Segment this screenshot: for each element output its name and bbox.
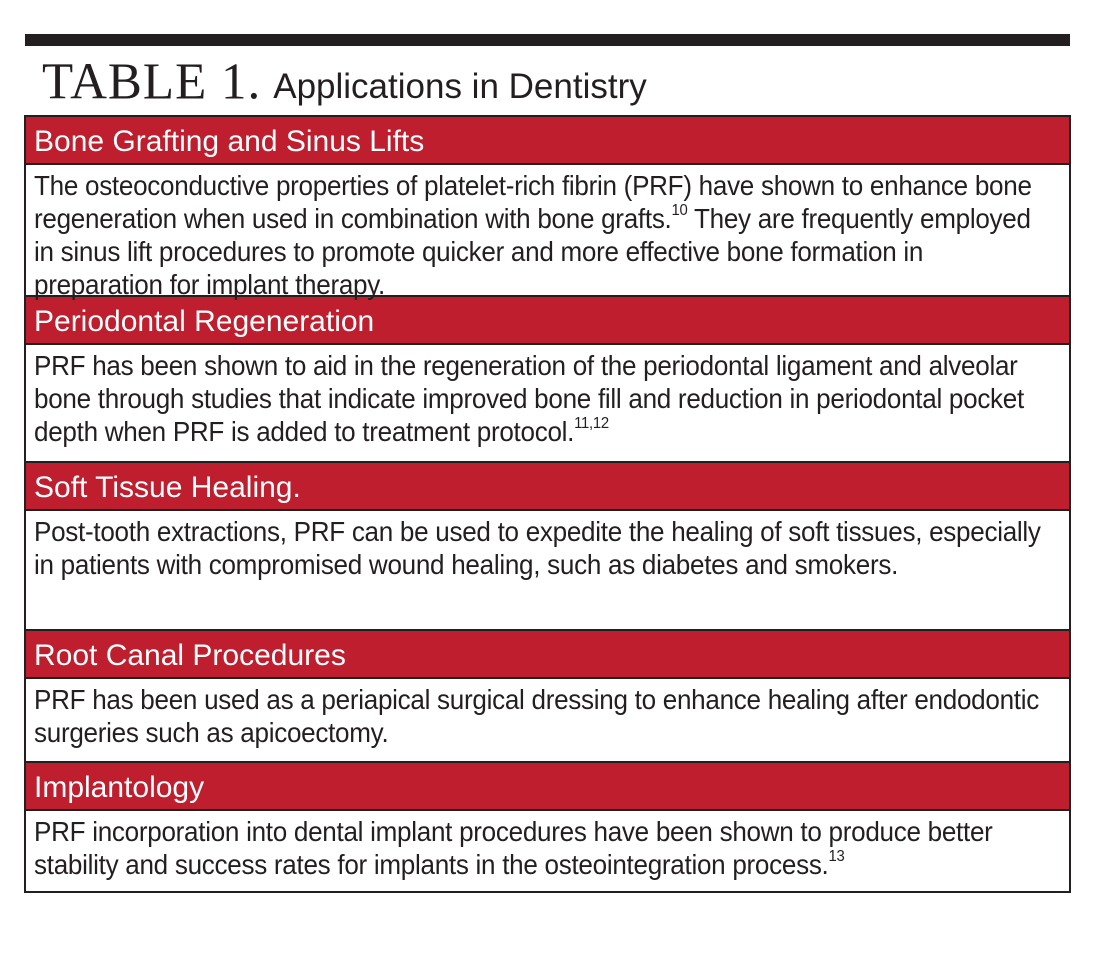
reference-marker: 13	[828, 848, 845, 865]
row-body-bone-grafting: The osteoconductive properties of platelet-rich fibrin (PRF) have shown to enhance bone regeneration when used in combination with bone grafts.$^{10}$ They are frequently employed in sinus lift procedures to promote quicker and more effective bone formation in preparation for implant therapy.	[34, 170, 1032, 300]
row-heading-root-canal: Root Canal Procedures	[26, 629, 1069, 679]
table-number: TABLE 1.	[42, 53, 262, 111]
reference-marker: 10	[671, 202, 688, 219]
top-rule	[25, 34, 1070, 46]
row-body-soft-tissue: Post-tooth extractions, PRF can be used to expedite the healing of soft tissues, especially in patients with compromised wound healing, such as diabetes and smokers.	[34, 516, 1041, 580]
row-body-root-canal: PRF has been used as a periapical surgical dressing to enhance healing after endodontic surgeries such as apicoectomy.	[34, 684, 1039, 748]
row-body-periodontal: PRF has been shown to aid in the regeneration of the periodontal ligament and alveolar bone through studies that indicate improved bone fill and reduction in periodontal pocket depth when PRF is added to treatment protocol.$^{11,12}$	[34, 350, 1024, 447]
row-heading-implantology: Implantology	[26, 761, 1069, 811]
table-caption: Applications in Dentistry	[273, 67, 647, 106]
row-heading-periodontal: Periodontal Regeneration	[26, 295, 1069, 345]
reference-marker: 11,12	[574, 415, 609, 432]
applications-table	[24, 115, 1071, 893]
row-heading-soft-tissue: Soft Tissue Healing.	[26, 461, 1069, 511]
table-title	[42, 53, 647, 113]
row-heading-bone-grafting: Bone Grafting and Sinus Lifts	[26, 115, 1069, 165]
row-body-implantology: PRF incorporation into dental implant procedures have been shown to produce better stability and success rates for implants in the osteointegration process.$^{13}$	[34, 816, 993, 880]
